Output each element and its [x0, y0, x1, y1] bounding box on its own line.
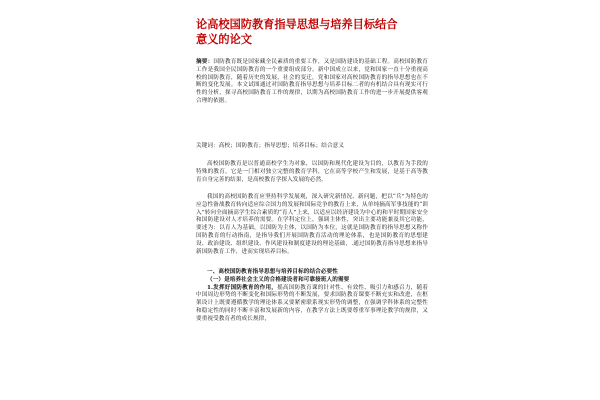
- abstract-paragraph: [196, 59, 428, 106]
- title-line-2: 意义的论文: [196, 32, 252, 46]
- body-paragraph-1: 高校国防教育是以普通高校学生为对象，以国防和现代化建设为目的，以教育为手段的特殊的教育。它是一门相对独立完整的教育学科，它在高等学校产生和发展，是基于高等教育自身完善的结果，是高校教育学探入发展的必然。: [196, 161, 428, 183]
- title-line-1: 论高校国防教育指导思想与培养目标结合: [196, 17, 398, 31]
- paragraph-3-lead: 1.发挥好国防教育的作用，: [207, 284, 278, 291]
- section-heading-1: 一、高校国防教育指导思想与培养目标的结合必要性: [207, 269, 338, 275]
- document-title: [196, 17, 428, 47]
- abstract-label: 摘要：: [196, 59, 214, 65]
- section-heading-2: （一）是培养社会主义的合格建设者和可靠接班人的需要: [207, 276, 350, 283]
- paragraph-3-text: 摇高国防教育课的针对性、有效性、吸引力和感召力，随着中国周边形势的不断变化和国际形势的不断发展，要求国防教育课要不断充实和改进，在框架设计上既要遵循教学的理论体系又要紧密联系现实形势的调整，在强调学科体系的完整性和稳定性的同时不断丰富和发展新的内容，在教学方法上既要尊重军事理论教学的规律，又要重视受教育者的成长规律，: [196, 284, 428, 322]
- keywords-line: 关键词：高校；国防教育；指导思想；培养目标；结合意义: [196, 143, 345, 149]
- body-paragraph-2: 我国的高校国防教育应坚持科学发展观，深入研究新情况、新问题，把以“兵”为特色的应急性备战教育转向适应综合国力的发展和国际竞争的教育上来，从单纯摘高军事技能的“训入”转向全面摘高学生综合素质的“育人”上来，以适应以经济建设为中心的和平时期国家安全和国防建设对人才培养的需要。在学科定位上，强调主体性，突出主要功能兼及其它功能，要述为：以育人为基础，以国防为主体，以国防为本位，这就是国防教育的指导思想又称作国防教育的行动指南，是指导我们开展国防教育活动的理论体系，也是国防教育的思想建设、政治建设、组织建设、作风建设和制度建设的理论基础，.通过国防教育指导思想来指导新国防教育工作，进而实现培养目标。: [196, 194, 428, 255]
- section-block: [196, 269, 428, 324]
- body-paragraph-3: [196, 285, 428, 324]
- abstract-text: 国防教育既是国家藏全民素质的重要工作，又是国防建设的基础工程。高校国防教育工作是我国全民国防教育的一个重要组成部分。新中国成立以来，党和国家一直十分重视高校的国防教育，随着历史的发展，社会的变迁，党和国家对高校国防教育的指导思想也在不断的变化发展。本文试图通过对国防教育指导思想与培养目标二者的有机结合具有现实可行性的分析，探寻高校国防教育工作的规律，以期为高校国防教育工作的进一步开展提供客观合理的依据。: [196, 59, 429, 104]
